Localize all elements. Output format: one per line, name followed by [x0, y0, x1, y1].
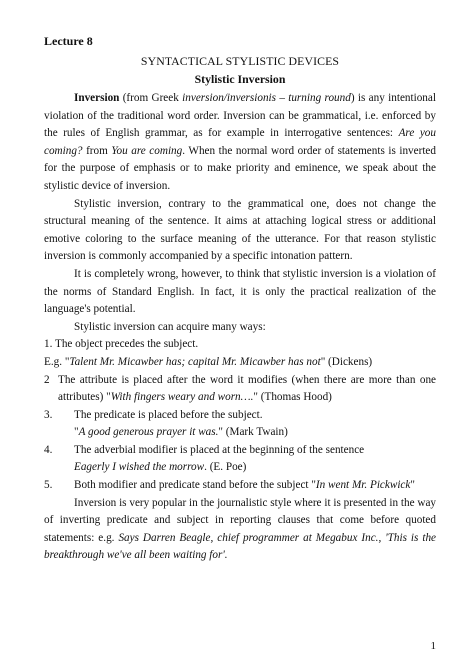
- inversion-list: [44, 336, 436, 494]
- item-number: 4.: [44, 443, 53, 456]
- list-item-3: [44, 407, 436, 425]
- list-item-2: [44, 372, 436, 407]
- example-statement: You are coming: [111, 144, 183, 157]
- text-span: (from Greek: [119, 92, 183, 104]
- text-span: from: [82, 144, 112, 157]
- paragraph-ways-intro: Stylistic inversion can acquire many ways:: [74, 320, 266, 333]
- list-item-3-example: [44, 424, 436, 442]
- paragraph-inversion-definition: [44, 90, 436, 196]
- item-number: 2: [44, 373, 50, 386]
- source: " (Thomas Hood): [253, 391, 332, 404]
- item-number: 3.: [44, 408, 53, 421]
- greek-term: inversion/inversionis – turning round: [182, 92, 351, 104]
- text-span: The attribute is placed after the word it modifies (when there are more than one attributes) ": [58, 373, 436, 404]
- list-item-1: 1. The object precedes the subject.: [44, 338, 199, 351]
- paragraph-norms: It is completely wrong, however, to think that stylistic inversion is a violation of the norms of Standard English. In fact, it is only the practical realization of the language's potential.: [44, 267, 436, 316]
- term-inversion: Inversion: [74, 92, 120, 104]
- text-span: . When the normal word order of statements is inverted for the purpose of emphasis or to make priority and eminence, we speak about the stylistic device of inversion.: [44, 144, 436, 192]
- source: " (Dickens): [320, 355, 373, 368]
- lecture-label: Lecture 8: [44, 34, 93, 48]
- quote: A good generous prayer it was.: [78, 426, 219, 439]
- text-span: E.g. ": [44, 355, 70, 368]
- list-item-5: [44, 477, 436, 495]
- paragraph-stylistic-inversion: Stylistic inversion, contrary to the grammatical one, does not change the structural meaning of the sentence. It aims at attaching logical stress or additional emotive coloring to the surface meaning of the utterance. For that reason stylistic inversion is commonly accompanied by a specific intonation pattern.: [44, 197, 436, 263]
- list-item-1-example: [44, 354, 436, 372]
- quote: With fingers weary and worn….: [110, 391, 254, 404]
- quote: Eagerly I wished the morrow: [74, 461, 205, 474]
- item-text: [74, 477, 415, 495]
- text-span: Inversion is very popular in the journalistic style where it is presented in the way of inverting predicate and subject in reporting clauses that come before quoted statements: e.g.: [44, 496, 436, 544]
- item-text: The predicate is placed before the subject.: [74, 408, 263, 421]
- quote: Talent Mr. Micawber has; capital Mr. Micawber has not: [69, 355, 321, 368]
- item-number: 5.: [44, 479, 53, 492]
- paragraph-journalistic: [44, 495, 436, 565]
- list-item-4: [44, 442, 436, 460]
- quote: In went Mr. Pickwick: [315, 479, 411, 492]
- item-text: [58, 372, 436, 407]
- item-text: The adverbial modifier is placed at the beginning of the sentence: [74, 443, 365, 456]
- document-title: SYNTACTICAL STYLISTIC DEVICES: [140, 54, 340, 68]
- source: ": [410, 479, 415, 492]
- text-span: ": [74, 426, 79, 439]
- list-item-4-example: [44, 459, 436, 477]
- document-subtitle: Stylistic Inversion: [194, 72, 286, 86]
- page-number: 1: [430, 640, 436, 652]
- text-span: Both modifier and predicate stand before the subject ": [74, 479, 316, 492]
- quote: Says Darren Beagle, chief programmer at Megabux Inc., 'This is the breakthrough we've all been waiting for'.: [44, 531, 436, 562]
- text-span: ) is any intentional violation of the traditional word order. Inversion can be grammatical, i.e. enforced by the rules of English grammar, as for example in interrogative sentences:: [44, 92, 436, 140]
- source: " (Mark Twain): [218, 426, 288, 439]
- example-question: Are you coming?: [44, 127, 436, 157]
- source: . (E. Poe): [204, 461, 247, 474]
